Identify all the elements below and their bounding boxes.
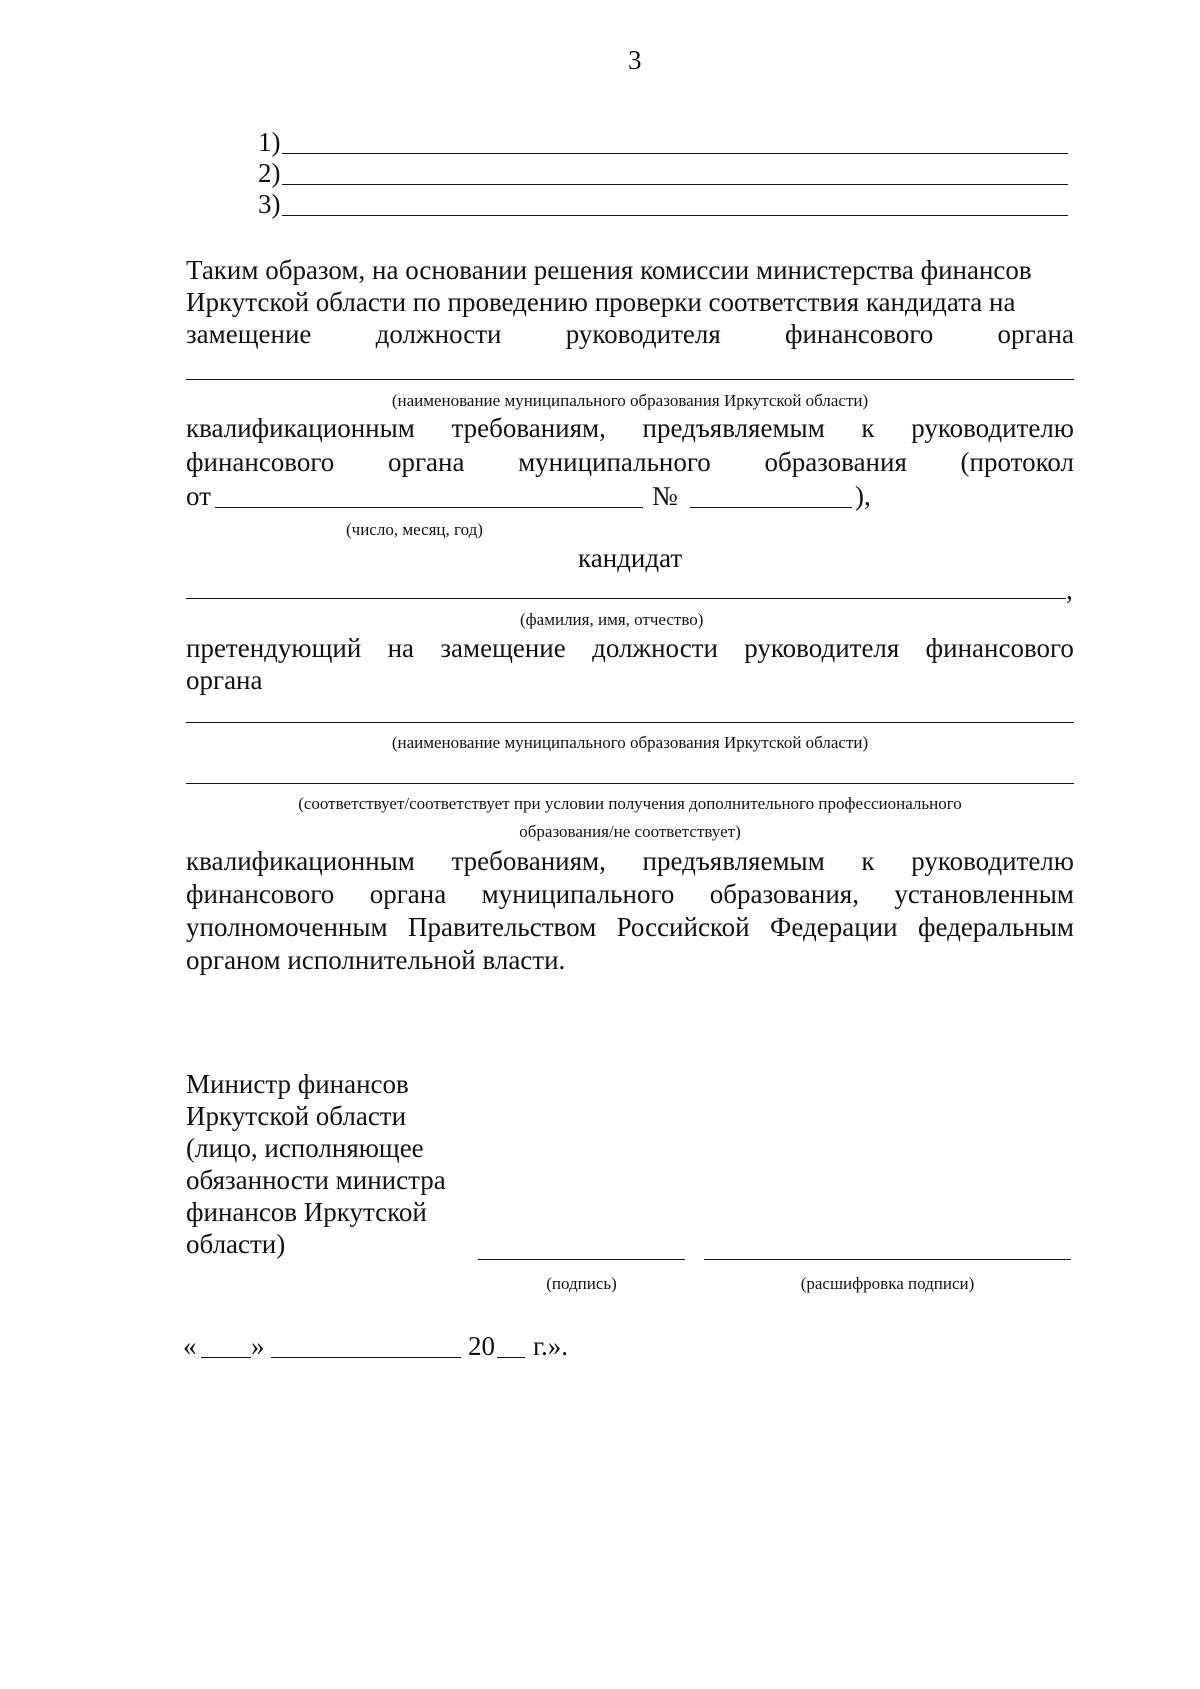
signatory-line-5: финансов Иркутской	[186, 1197, 427, 1227]
para3-line2: органа	[186, 665, 263, 695]
protocol-date-blank	[215, 507, 643, 508]
para3-line1	[186, 632, 1074, 664]
word: предъявляемым	[642, 846, 825, 876]
para2-line2	[186, 446, 1074, 478]
word: руководителя	[744, 633, 900, 663]
date-month-blank	[271, 1357, 461, 1358]
word: Правительством	[407, 912, 597, 942]
word: финансового	[186, 879, 335, 909]
municipality-blank-1	[186, 379, 1074, 380]
signatory-line-2: Иркутской области	[186, 1101, 407, 1131]
word: финансового	[186, 447, 335, 477]
para2-line1	[186, 412, 1074, 444]
fio-blank	[186, 598, 1066, 599]
word: образования	[764, 447, 907, 477]
word: замещение	[186, 319, 312, 349]
word: органа	[387, 447, 465, 477]
municipality-blank-2	[186, 722, 1074, 723]
word: уполномоченным	[186, 912, 388, 942]
date-year-prefix: 20	[468, 1331, 495, 1361]
para4-line2	[186, 878, 1074, 910]
caption-compliance-1: (соответствует/соответствует при условии получения дополнительного профессионального	[298, 794, 962, 813]
list-item-1-label: 1)	[258, 127, 281, 157]
signature-blank	[478, 1259, 685, 1260]
word: (протокол	[960, 447, 1074, 477]
word: Федерации	[770, 912, 898, 942]
word: замещение	[440, 633, 566, 663]
list-item-3-blank	[282, 215, 1068, 216]
date-year-suffix: г.».	[533, 1331, 569, 1361]
word: требованиям,	[451, 846, 606, 876]
list-item-1-blank	[282, 153, 1068, 154]
caption-date: (число, месяц, год)	[346, 520, 483, 539]
signatory-line-6: области)	[186, 1229, 286, 1259]
caption-compliance-2: образования/не соответствует)	[519, 822, 741, 841]
word: установленным	[894, 879, 1074, 909]
page-number: 3	[628, 45, 642, 75]
word: на	[387, 633, 415, 663]
word: к	[861, 846, 875, 876]
number-sign: №	[652, 481, 678, 511]
word: квалификационным	[186, 846, 415, 876]
para1-line2: Иркутской области по проведению проверки соответствия кандидата на	[186, 287, 1016, 317]
word: квалификационным	[186, 413, 415, 443]
word: финансового	[925, 633, 1074, 663]
protocol-number-blank	[690, 507, 852, 508]
date-open-quote: «	[183, 1331, 197, 1361]
para4-line1	[186, 845, 1074, 877]
compliance-blank	[186, 783, 1074, 784]
word: руководителя	[565, 319, 721, 349]
signature-decode-blank	[704, 1259, 1071, 1260]
date-close-quote: »	[251, 1331, 265, 1361]
signatory-line-3: (лицо, исполняющее	[186, 1133, 424, 1163]
word: образования,	[709, 879, 859, 909]
word: претендующий	[186, 633, 362, 663]
ot-label: от	[186, 481, 211, 511]
caption-signature-decode: (расшифровка подписи)	[800, 1274, 975, 1293]
word: к	[861, 413, 875, 443]
signatory-line-1: Министр финансов	[186, 1069, 409, 1099]
para1-line3	[186, 318, 1074, 350]
date-day-blank	[201, 1357, 251, 1358]
word: руководителю	[911, 413, 1074, 443]
word: органа	[369, 879, 447, 909]
fio-comma: ,	[1066, 575, 1073, 605]
word: требованиям,	[451, 413, 606, 443]
caption-municipality-2: (наименование муниципального образования Иркутской области)	[391, 733, 869, 752]
para4-line3	[186, 911, 1074, 943]
candidate-label: кандидат	[578, 543, 683, 573]
word: должности	[375, 319, 502, 349]
protocol-close: ),	[855, 481, 871, 511]
word: муниципального	[518, 447, 711, 477]
word: Российской	[616, 912, 750, 942]
list-item-3-label: 3)	[258, 189, 281, 219]
word: муниципального	[481, 879, 675, 909]
list-item-2-blank	[282, 184, 1068, 185]
caption-signature: (подпись)	[546, 1274, 617, 1293]
caption-fio: (фамилия, имя, отчество)	[520, 610, 704, 629]
signatory-line-4: обязанности министра	[186, 1165, 446, 1195]
list-item-2-label: 2)	[258, 158, 281, 188]
word: руководителю	[911, 846, 1074, 876]
para4-line4: органом исполнительной власти.	[186, 945, 566, 975]
para1-line1: Таким образом, на основании решения комиссии министерства финансов	[186, 255, 1032, 285]
word: органа	[997, 319, 1074, 349]
date-year-blank	[497, 1357, 525, 1358]
word: федеральным	[917, 912, 1074, 942]
word: предъявляемым	[642, 413, 825, 443]
word: должности	[592, 633, 718, 663]
word: финансового	[784, 319, 934, 349]
caption-municipality-1: (наименование муниципального образования Иркутской области)	[391, 391, 869, 410]
